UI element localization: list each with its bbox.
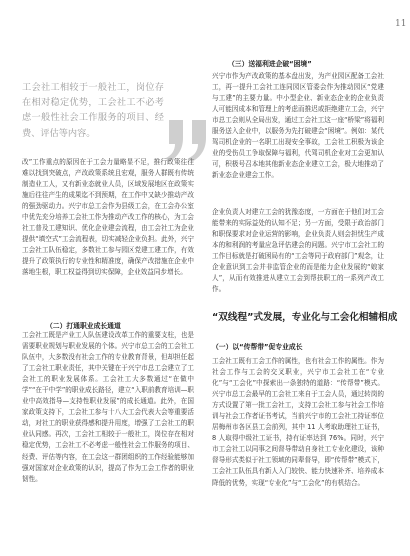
page-number: 11	[395, 19, 407, 29]
left-paragraph-2: 工会社工既是产业工人队伍建设改革工作的重要支柱，也是需要职业规划与职业发展的个体。兴宁市总工会的工会社工队伍中，大多数没有社会工作的专业教育背景，但却担任起了工会社工职业责任，其中关键在于兴宁市总工会建立了工会社工的职业发展体系。工会社工大多数通过“在做中学”“在干中学”的职业成长路径，建立“入职前教育培训—职业中高效指导—支持性职业发展”的成长通道。此外，在国家政策支持下，工会社工参与十八大工会代表大会等重要活动，对社工的职业获得感和提升用度，增强了工会社工的职业认同感。再次，工会社工相较于一般社工，岗位存在相对稳定优势，工会社工不必考虑一般性社会工作服务的项目、经费、评估等内容，在工会这一群团组织的工作经验能够加强对国家对企业政策的认识，提高了作为工会工作者的职业韧性。	[22, 331, 194, 483]
right-paragraph-3: 工会社工既有工会工作的属性，也有社会工作的属性。作为社会工作与工会的交叉职业，兴宁市工会社工在“专业化”与“工会化”中探索出一条独特的道路：“传帮带”模式。兴宁市总工会最早的工会社工来自于工会人员，通过转岗的方式设置了第一批工会社工，支持工会社工参与社会工作培训与社会工作者证书考试，当前兴宁市的工会社工持证率位居梅州市各区县工会前列，其中 11 人考取助理社工证书，8 人取得中级社工证书，持有证率达到 76%。同时，兴宁市工会社工以同事之间督导带动自身社工专业化建设，该种督导形式类似于社工领域的同辈督导，即“传帮带”模式下，工会社工队伍具有新人入门较快、能力快速补齐、培养成本降低的优势，实现“专业化”与“工会化”的有机结合。	[212, 357, 384, 487]
section-title: “双线程”式发展，专业化与工会化相辅相成	[212, 312, 398, 323]
right-paragraph-2: 企业负责人对建立工会的犹豫态度，一方面在于他们对工会能带来的实际益处的认知不足；另一方面，受限于政治部门和职保要求对企业运营的影响，企业负责人则会担忧生产成本的和利润的考量应急评估建会的问题。兴宁市工会社工的工作目标就是打破困局有的“工会等同于政府部门”观念，让企业意识到工会并非监管企业的而是能力企业发展的“娘家人”，从而有效推进从建立工会到帮扶职工的一系列产改工作。	[212, 208, 384, 294]
subheading-welfare: （三）送福利进企破“困境”	[228, 60, 312, 68]
left-paragraph-1: 改”工作重点的原因在于工会力量略显不足，推行政策往往难以找到突破点，产改政策系统且宏观，服务人群既有传统制造业工人，又有新业态就业人员，区域发展地区在政策实施后往往产生的成果迄不到预期，在工作中又缺少推动产改的强劲驱动力。兴宁市总工会作为县级工会，在工会办公室中优先充分培养工会社工作为推动产改工作的核心，为工会社工普及工建知识、优化企业建会流程，由工会社工为企业提供“填空式”工会流程表，切实减轻企业负担。此外，兴宁工会社工队伍稳定，多数社工参与园区党建工建工作，有效提升了政策执行的专业性和精准度，确保产改措施在企业中落地生根，职工权益得到切实保障，企业效益同步增长。	[22, 158, 194, 277]
pull-quote: 工会社工相较于一般社工，岗位存在相对稳定优势，工会社工不必考虑一般性社会工作服务的项目、经费、评估等内容。	[22, 82, 164, 139]
subheading-mentorship: （一）以“传帮带”促专业成长	[212, 343, 303, 351]
subheading-career-path: （二）打通职业成长通道	[46, 322, 121, 330]
right-paragraph-1: 兴宁市作为产改政策的基本盘出发，为产业园区配备工会社工，再一提升工会社工连同园区管委会作为推动园区“党建与工建”的主要力量。中小型企业、新业态企业的企业负责人可能因成本和管理上的考虑而推迟或拒绝建立工会，兴宁市总工会则从全局出发，通过工会社工这一座“桥梁”将福利服务送入企业中，以服务为先打破建会“困境”。例如：某代驾司机企业的一名职工出现安全事故，工会社工积极为该企业的受伤员工争取保障与福利，代驾司机企业对工会更加认可，积极号召本地其他新业态企业建立工会，极大地推动了新业态企业建会工作。	[212, 72, 384, 180]
